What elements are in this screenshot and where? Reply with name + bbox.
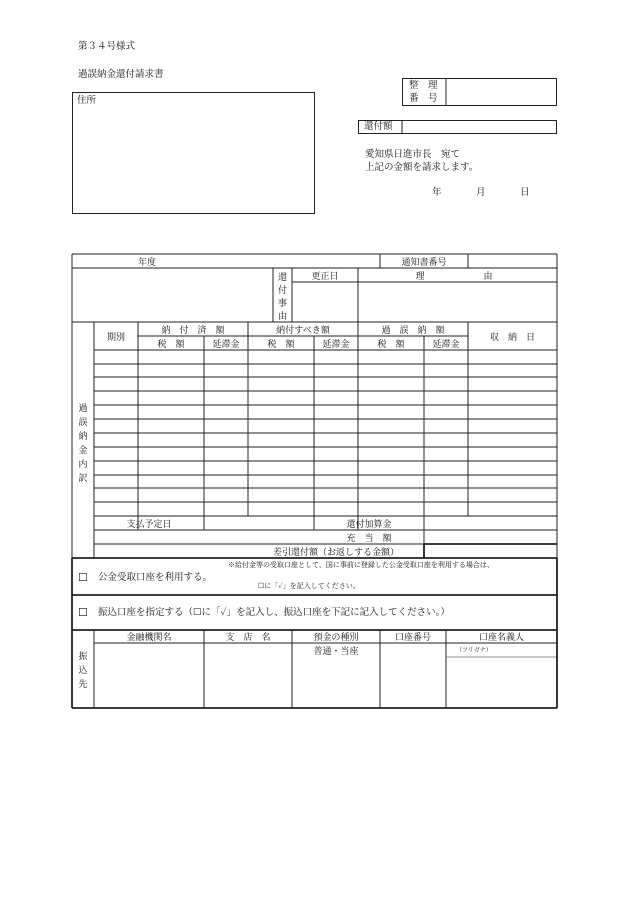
date-day: 日 (520, 187, 530, 198)
transfer-account-checkbox[interactable]: ☐ (78, 606, 88, 619)
seiri-label-1: 整 理 (409, 80, 438, 91)
should-tax-header: 税 額 (267, 339, 295, 350)
overpaid-header: 過 誤 納 額 (381, 325, 445, 336)
jiyu-char-3: 事 (277, 298, 287, 309)
seiri-label-2: 番 号 (409, 93, 438, 104)
request-text: 上記の金額を請求します。 (365, 162, 479, 173)
deposit-type-header: 預金の種別 (313, 633, 359, 643)
should-pay-header: 納付すべき額 (276, 325, 330, 336)
recipient: 愛知県日進市長 宛て (365, 149, 461, 160)
holder-header: 口座名義人 (478, 633, 524, 643)
form-number: 第３４号様式 (78, 41, 136, 52)
date-month: 月 (476, 187, 486, 198)
furigana-label: （フリガナ） (456, 647, 492, 654)
public-account-label: 公金受取口座を利用する。 (98, 572, 213, 583)
refund-amount-label: 還付額 (364, 121, 393, 132)
bank-side-char-1: 振 (78, 651, 88, 662)
address-label: 住所 (77, 95, 97, 106)
paid-late-header: 延滞金 (212, 339, 240, 350)
over-late-header: 延滞金 (432, 339, 460, 350)
side-char-3: 納 (78, 431, 88, 442)
date-year: 年 (432, 187, 442, 198)
jutou-label: 充 当 額 (346, 533, 392, 544)
transfer-account-label: 振込口座を指定する（☐に「✓」を記入し、振込口座を下記に記入してください。） (98, 607, 450, 618)
period-header: 期別 (106, 332, 125, 343)
account-number-header: 口座番号 (394, 633, 431, 643)
over-tax-header: 税 額 (377, 339, 405, 350)
jiyu-char-2: 付 (277, 285, 287, 296)
form-title: 過誤納金還付請求書 (78, 69, 164, 80)
bank-side-char-2: 込 (78, 665, 88, 676)
side-char-6: 訳 (78, 473, 88, 484)
paid-header: 納 付 済 額 (161, 325, 225, 336)
side-char-5: 内 (78, 459, 88, 470)
receipt-date-header: 収 納 日 (489, 332, 535, 343)
deposit-type-value[interactable]: 普通・当座 (313, 647, 359, 657)
side-char-2: 誤 (78, 417, 88, 428)
bank-side-char-3: 先 (78, 679, 88, 690)
notice-number-label: 通知書番号 (401, 257, 447, 268)
jiyu-char-1: 還 (277, 272, 287, 283)
public-account-checkbox[interactable]: ☐ (78, 571, 88, 584)
jiyu-char-4: 由 (277, 311, 287, 322)
pay-date-label: 支払予定日 (126, 519, 172, 530)
side-char-4: 金 (78, 445, 88, 456)
reason-char-1: 理 (415, 271, 425, 282)
bank-name-header: 金融機関名 (126, 633, 172, 643)
should-late-header: 延滞金 (322, 339, 350, 350)
nendo-label: 年度 (137, 257, 156, 268)
public-account-note-2: ☐に「✓」を記入してください。 (258, 582, 360, 590)
side-char-1: 過 (78, 403, 88, 414)
kanpu-add-label: 還付加算金 (346, 519, 392, 530)
paid-tax-header: 税 額 (157, 339, 185, 350)
net-refund-label: 差引還付額（お返しする金額） (272, 547, 399, 558)
kousei-date-label: 更正日 (311, 271, 339, 282)
public-account-note-1: ※給付金等の受取口座として、国に事前に登録した公金受取口座を利用する場合は、 (228, 561, 494, 569)
reason-char-2: 由 (483, 271, 493, 282)
branch-header: 支 店 名 (225, 633, 271, 643)
